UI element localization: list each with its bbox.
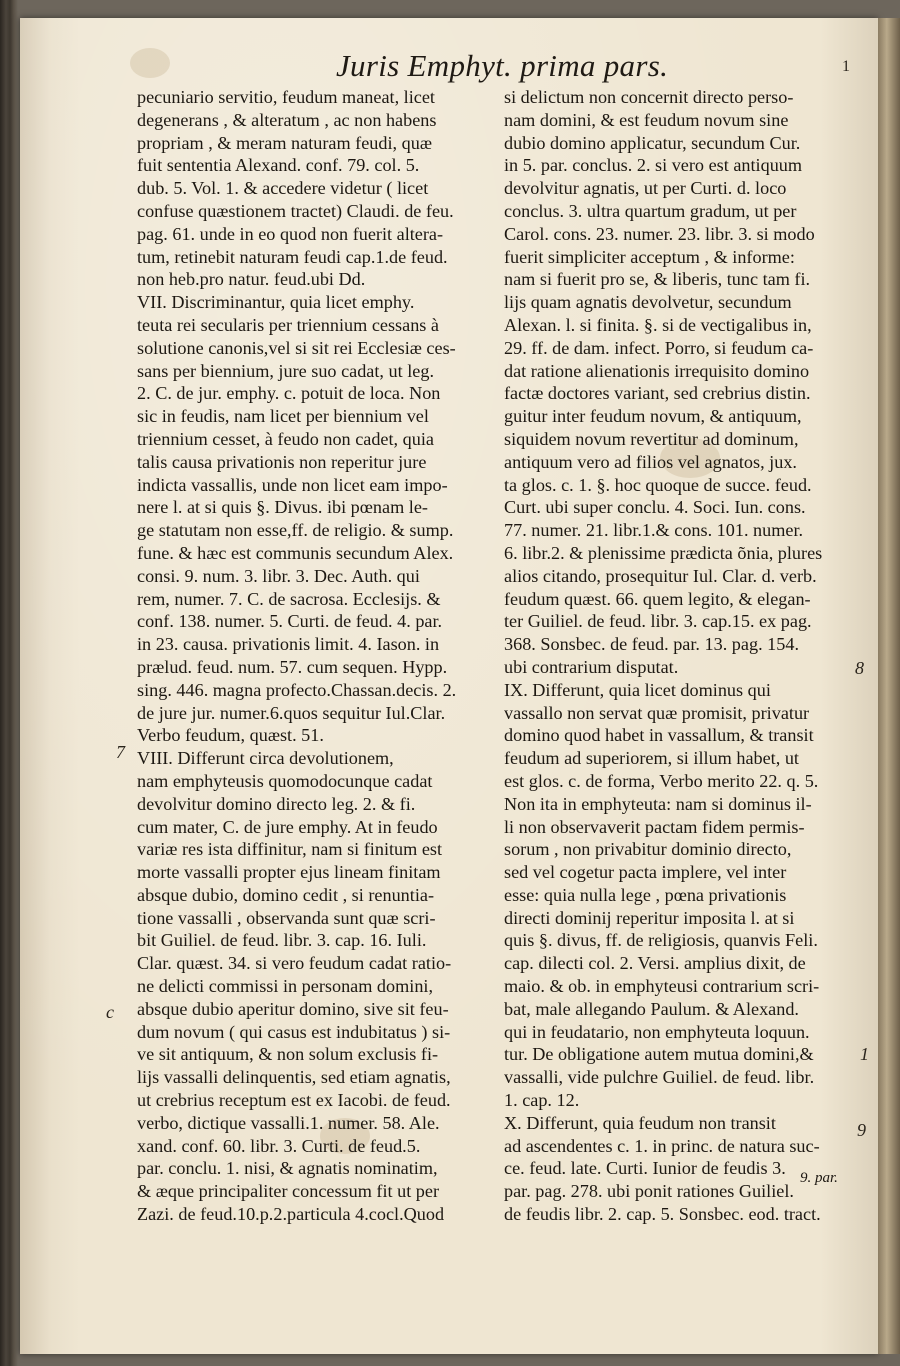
text-line: X. Differunt, quia feudum non transit [504,1112,776,1133]
text-line: fuerit simpliciter acceptum , & informe: [504,246,795,267]
margin-note-c: c [106,1002,114,1022]
text-line: Curt. ubi super conclu. 4. Soci. Iun. cons. [504,497,806,518]
text-line: ut crebrius receptum est ex Iacobi. de feud. [137,1090,451,1111]
text-line: dat ratione alienationis irrequisito domino [504,360,810,381]
text-line: VII. Discriminantur, quia licet emphy. [137,292,415,313]
text-line: de feudis libr. 2. cap. 5. Sonsbec. eod. tract. [504,1204,821,1225]
text-line: conf. 138. numer. 5. Curti. de feud. 4. par. [137,611,443,632]
text-line: indicta vassallis, unde non licet eam impo- [137,474,448,495]
text-line: bit Guiliel. de feud. libr. 3. cap. 16. Iuli. [137,930,427,951]
text-line: esse: quia nulla lege , pœna privationis [504,884,787,905]
text-line: siquidem novum revertitur ad dominum, [504,428,799,449]
text-line: devolvitur agnatis, ut per Curti. d. loco [504,178,787,199]
text-line: xand. conf. 60. libr. 3. Curti. de feud.5. [137,1135,421,1156]
text-line: nere l. at si quis §. Divus. ibi pœnam le- [137,497,428,518]
text-line: consi. 9. num. 3. libr. 3. Dec. Auth. qui [137,565,420,586]
text-line: talis causa privationis non reperitur jure [137,451,427,472]
text-line: lijs vassalli delinquentis, sed etiam agnatis, [137,1067,451,1088]
text-line: VIII. Differunt circa devolutionem, [137,748,394,769]
text-line: confuse quæstionem tractet) Claudi. de feu. [137,200,454,221]
text-line: rem, numer. 7. C. de sacrosa. Ecclesijs. & [137,588,441,609]
text-line: teuta rei secularis per triennium cessans à [137,314,439,335]
text-line: sing. 446. magna profecto.Chassan.decis. 2. [137,679,457,700]
text-line: absque dubio aperitur domino, sive sit feu- [137,998,449,1019]
text-line: nam domini, & est feudum novum sine [504,109,789,130]
text-line: ce. feud. late. Curti. Iunior de feudis 3. [504,1158,786,1179]
text-line: variæ res ista diffinitur, nam si finitum est [137,839,443,860]
margin-note-7: 7 [116,742,125,762]
text-line: 77. numer. 21. libr.1.& cons. 101. numer. [504,520,804,541]
text-line: in 5. par. conclus. 2. si vero est antiquum [504,155,803,176]
text-line: ubi contrarium disputat. [504,656,679,677]
text-line: maio. & ob. in emphyteusi contrarium scri- [504,976,820,997]
text-line: non heb.pro natur. feud.ubi Dd. [137,269,366,290]
text-line: tum, retinebit naturam feudi cap.1.de feud. [137,246,448,267]
text-line: Zazi. de feud.10.p.2.particula 4.cocl.Quod [137,1204,445,1225]
text-line: 6. libr.2. & plenissime prædicta õnia, plures [504,542,823,563]
text-line: domino quod habet in vassallum, & transit [504,725,814,746]
text-line: feudum quæst. 66. quem legito, & elegan- [504,588,811,609]
text-line: morte vassalli propter ejus lineam finitam [137,862,441,883]
text-line: directi dominij reperitur imposita l. at si [504,907,795,928]
margin-note-mark: 1 [860,1044,869,1064]
text-line: 1. cap. 12. [504,1090,580,1111]
text-line: ta glos. c. 1. §. hoc quoque de succe. feud. [504,474,812,495]
text-line: bat, male allegando Paulum. & Alexand. [504,998,799,1019]
text-line: IX. Differunt, quia licet dominus qui [504,679,771,700]
margin-note-8: 8 [855,658,864,678]
text-line: si delictum non concernit directo perso- [504,87,794,107]
text-line: conclus. 3. ultra quartum gradum, ut per [504,200,797,221]
text-line: prælud. feud. num. 57. cum sequen. Hypp. [137,656,448,677]
foxing-stain [130,48,170,78]
text-line: guitur inter feudum novum, & antiquum, [504,406,802,427]
text-line: est glos. c. de forma, Verbo merito 22. q. 5. [504,770,819,791]
right-text-column [504,86,850,1226]
margin-note-9: 9 [857,1120,866,1140]
running-title: Juris Emphyt. prima pars. [336,48,669,83]
text-line: & æque principaliter concessum fit ut per [137,1181,440,1202]
text-line: cap. dilecti col. 2. Versi. amplius dixit, de [504,953,806,974]
text-line: tur. De obligatione autem mutua domini,& [504,1044,814,1065]
text-line: ge statutam non esse,ff. de religio. & sump. [137,520,454,541]
text-line: degenerans , & alteratum , ac non habens [137,109,437,130]
text-line: 2. C. de jur. emphy. c. potuit de loca. Non [137,383,441,404]
text-line: dum novum ( qui casus est indubitatus ) si- [137,1021,451,1042]
text-line: par. conclu. 1. nisi, & agnatis nominatim, [137,1158,438,1179]
text-line: de jure jur. numer.6.quos sequitur Iul.Clar. [137,702,446,723]
text-line: sorum , non privabitur dominio directo, [504,839,792,860]
text-line: Non ita in emphyteuta: nam si dominus il- [504,793,812,814]
text-line: ne delicti commissi in personam domini, [137,976,434,997]
text-line: pecuniario servitio, feudum maneat, licet [137,87,435,107]
text-line: factæ doctores variant, sed crebrius distin. [504,383,811,404]
text-line: dubio domino applicatur, secundum Cur. [504,132,801,153]
text-line: antiquum vero ad filios vel agnatos, jux. [504,451,797,472]
text-line: 29. ff. de dam. infect. Porro, si feudum ca- [504,337,814,358]
text-line: lijs quam agnatis devolvetur, secundum [504,292,792,313]
text-line: sed vel cogetur pacta implere, vel inter [504,862,787,883]
text-line: in 23. causa. privationis limit. 4. Iason. in [137,634,440,655]
text-line: feudum ad superiorem, si illum habet, ut [504,748,799,769]
text-line: absque dubio, domino cedit , si renuntia- [137,884,435,905]
text-line: solutione canonis,vel si sit rei Ecclesiæ ces- [137,337,456,358]
text-line: 368. Sonsbec. de feud. par. 13. pag. 154. [504,634,799,655]
text-line: fuit sententia Alexand. conf. 79. col. 5. [137,155,420,176]
text-line: qui in feudatario, non emphyteuta loquun. [504,1021,810,1042]
text-line: cum mater, C. de jure emphy. At in feudo [137,816,438,837]
text-line: propriam , & meram naturam feudi, quæ [137,132,432,153]
book-binding-edge [878,18,900,1354]
text-line: Alexan. l. si finita. §. si de vectigalibus in, [504,314,812,335]
left-text-column [137,86,493,1226]
catchword: 9. par. [800,1170,838,1186]
text-line: quis §. divus, ff. de religiosis, quanvis Feli. [504,930,818,951]
text-line: pag. 61. unde in eo quod non fuerit altera- [137,223,444,244]
text-line: sans per biennium, jure suo cadat, ut leg. [137,360,434,381]
text-line: par. pag. 278. ubi ponit rationes Guiliel. [504,1181,794,1202]
text-line: vassalli, vide pulchre Guiliel. de feud. libr. [504,1067,815,1088]
text-line: sic in feudis, nam licet per biennium vel [137,406,429,427]
text-line: ter Guiliel. de feud. libr. 3. cap.15. ex pag. [504,611,812,632]
text-line: vassallo non servat quæ promisit, privatur [504,702,810,723]
text-line: nam si fuerit pro se, & liberis, tunc tam fi. [504,269,811,290]
text-line: fune. & hæc est communis secundum Alex. [137,542,454,563]
text-line: Verbo feudum, quæst. 51. [137,725,324,746]
text-line: ve sit antiquum, & non solum exclusis fi- [137,1044,439,1065]
text-line: li non observaverit pactam fidem permis- [504,816,805,837]
text-line: devolvitur domino directo leg. 2. & fi. [137,793,416,814]
text-line: nam emphyteusis quomodocunque cadat [137,770,433,791]
text-line: verbo, dictique vassalli.1. numer. 58. Ale. [137,1112,440,1133]
text-line: Clar. quæst. 34. si vero feudum cadat ratio- [137,953,452,974]
text-line: tione vassalli , observanda sunt quæ scri- [137,907,436,928]
text-line: dub. 5. Vol. 1. & accedere videtur ( licet [137,178,429,199]
text-line: alios citando, prosequitur Iul. Clar. d. verb. [504,565,817,586]
text-line: triennium cesset, à feudo non cadet, quia [137,428,434,449]
text-line: Carol. cons. 23. numer. 23. libr. 3. si modo [504,223,815,244]
folio-number: 1 [842,58,850,75]
text-line: ad ascendentes c. 1. in princ. de natura suc- [504,1135,820,1156]
